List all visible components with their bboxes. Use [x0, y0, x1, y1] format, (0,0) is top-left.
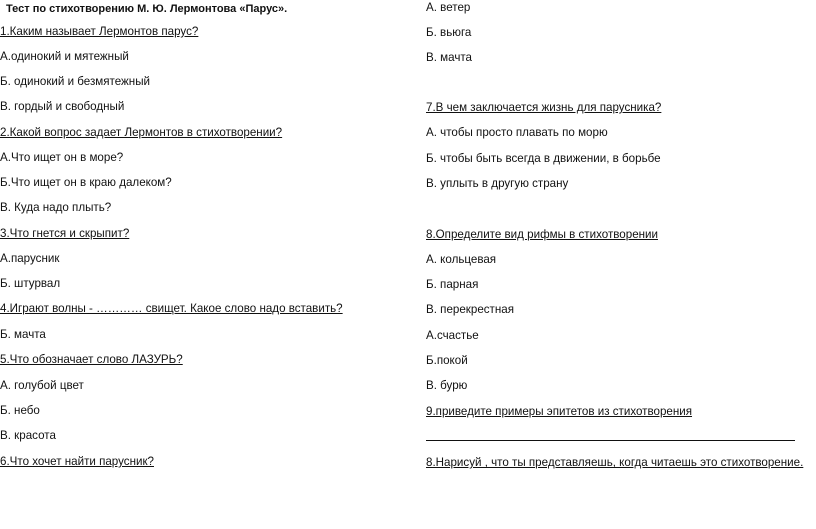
question-5: 5.Что обозначает слово ЛАЗУРЬ?: [0, 353, 183, 366]
answer-2c: В. Куда надо плыть?: [0, 201, 112, 214]
answer-3b: Б. штурвал: [0, 277, 61, 290]
answer-extra-c: В. бурю: [426, 379, 468, 392]
answer-8b: Б. парная: [426, 278, 479, 291]
question-3: 3.Что гнется и скрыпит?: [0, 227, 130, 240]
answer-8c: В. перекрестная: [426, 303, 515, 316]
question-8: 8.Определите вид рифмы в стихотворении: [426, 228, 658, 241]
answer-7c: В. уплыть в другую страну: [426, 177, 569, 190]
question-7: 7.В чем заключается жизнь для парусника?: [426, 101, 662, 114]
answer-blank-line: [426, 440, 795, 441]
answer-1b: Б. одинокий и безмятежный: [0, 75, 151, 88]
question-4: 4.Играют волны - ………… свищет. Какое слово надо вставить?: [0, 302, 343, 315]
answer-3a: А.парусник: [0, 252, 60, 265]
question-1: 1.Каким называет Лермонтов парус?: [0, 25, 199, 38]
answer-7b: Б. чтобы быть всегда в движении, в борьбе: [426, 152, 661, 165]
answer-6c: В. мачта: [426, 51, 473, 64]
answer-5c: В. красота: [0, 429, 56, 442]
test-title: Тест по стихотворению М. Ю. Лермонтова «Парус».: [6, 3, 288, 15]
question-2: 2.Какой вопрос задает Лермонтов в стихотворении?: [0, 126, 283, 139]
answer-extra-b: Б.покой: [426, 354, 468, 367]
answer-extra-a: А.счастье: [426, 329, 479, 342]
answer-2b: Б.Что ищет он в краю далеком?: [0, 176, 172, 189]
question-10: 8.Нарисуй , что ты представляешь, когда читаешь это стихотворение.: [426, 456, 804, 469]
answer-6a: А. ветер: [426, 1, 471, 14]
answer-4b: Б. мачта: [0, 328, 46, 341]
answer-6b: Б. вьюга: [426, 26, 472, 39]
answer-5a: А. голубой цвет: [0, 379, 84, 392]
answer-1a: А.одинокий и мятежный: [0, 50, 129, 63]
answer-8a: А. кольцевая: [426, 253, 497, 266]
question-9: 9.приведите примеры эпитетов из стихотворения: [426, 405, 693, 418]
question-6: 6.Что хочет найти парусник?: [0, 455, 154, 468]
answer-1c: В. гордый и свободный: [0, 100, 125, 113]
answer-5b: Б. небо: [0, 404, 40, 417]
answer-2a: А.Что ищет он в море?: [0, 151, 124, 164]
answer-7a: А. чтобы просто плавать по морю: [426, 126, 608, 139]
